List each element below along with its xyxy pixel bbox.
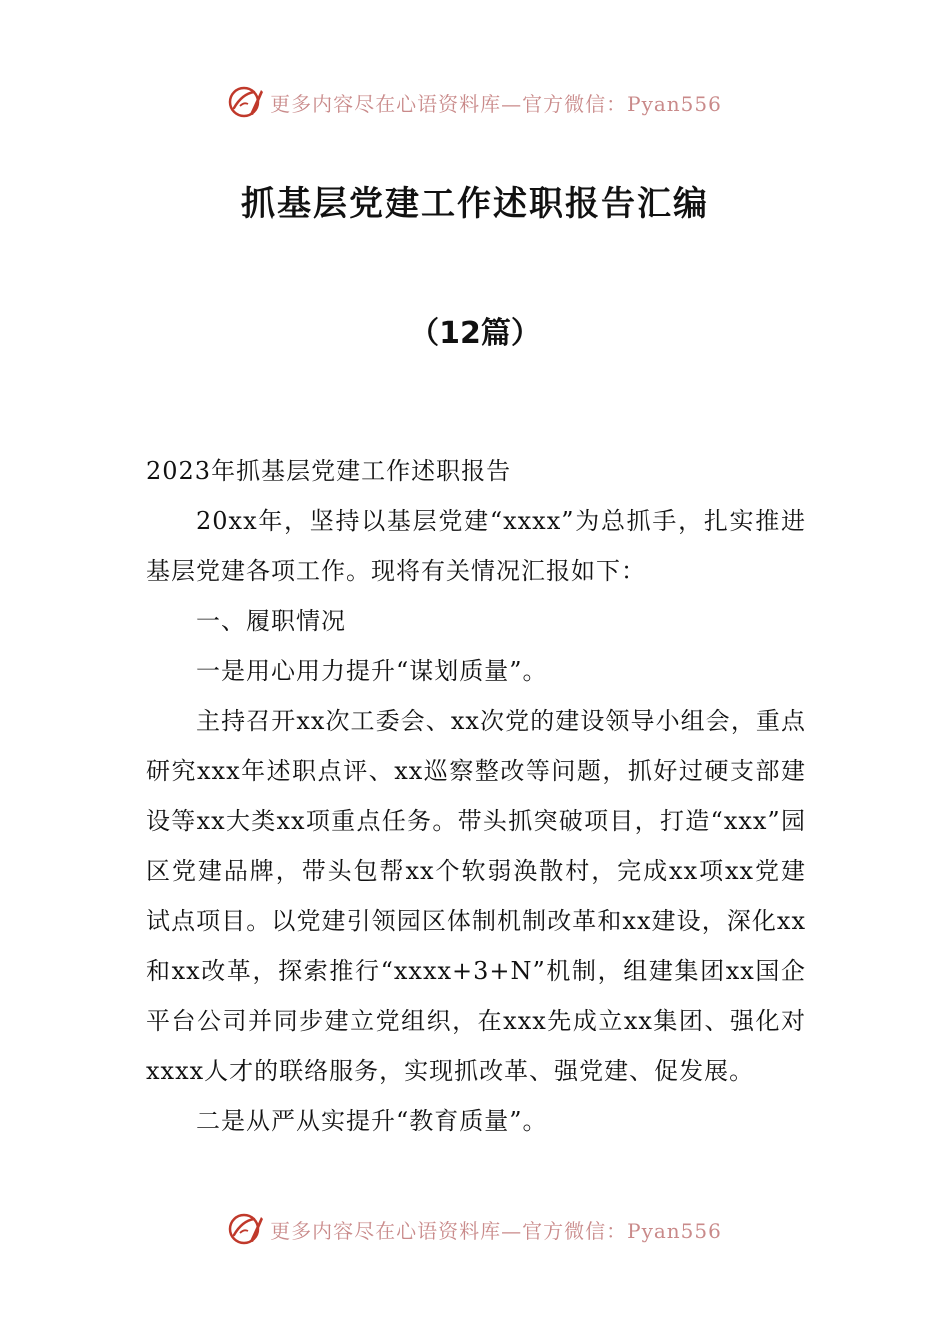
pen-logo-icon bbox=[228, 1211, 264, 1247]
document-body bbox=[146, 446, 806, 1146]
watermark-text: 更多内容尽在心语资料库—官方微信：Pyan556 bbox=[270, 1218, 722, 1243]
paragraph: 主持召开xx次工委会、xx次党的建设领导小组会，重点研究xxx年述职点评、xx巡察整改等问题，抓好过硬支部建设等xx大类xx项重点任务。带头抓突破项目，打造“xxx”园区党建品牌，带头包帮xx个软弱涣散村，完成xx项xx党建试点项目。以党建引领园区体制机制改革和xx建设，深化xx和xx改革，探索推行“xxxx+3+N”机制，组建集团xx国企平台公司并同步建立党组织，在xxx先成立xx集团、强化对xxxx人才的联络服务，实现抓改革、强党建、促发展。 bbox=[146, 707, 806, 1085]
document-subtitle: （12篇） bbox=[409, 316, 541, 351]
paragraph: 20xx年，坚持以基层党建“xxxx”为总抓手，扎实推进基层党建各项工作。现将有关情况汇报如下： bbox=[146, 507, 806, 585]
document-title: 抓基层党建工作述职报告汇编 bbox=[241, 184, 709, 224]
paragraph-subheading: 二是从严从实提升“教育质量”。 bbox=[196, 1107, 548, 1135]
watermark-text: 更多内容尽在心语资料库—官方微信：Pyan556 bbox=[270, 91, 722, 116]
section-title: 2023年抓基层党建工作述职报告 bbox=[146, 457, 512, 485]
watermark-footer bbox=[0, 1209, 950, 1249]
watermark-header bbox=[0, 82, 950, 122]
pen-logo-icon bbox=[228, 84, 264, 120]
paragraph-subheading: 一是用心用力提升“谋划质量”。 bbox=[196, 657, 548, 685]
paragraph-heading: 一、履职情况 bbox=[196, 607, 346, 635]
